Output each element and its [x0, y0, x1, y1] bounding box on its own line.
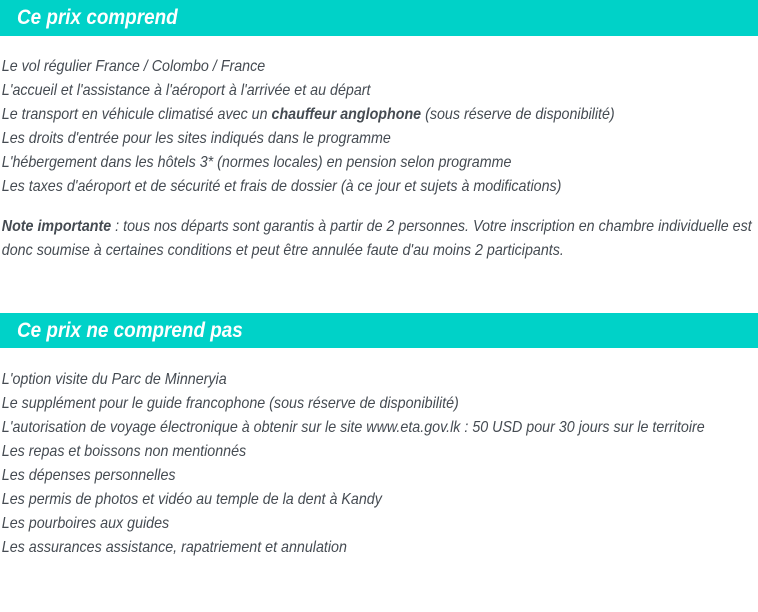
- included-item: [2, 79, 758, 103]
- included-item-text: (sous réserve de disponibilité): [421, 106, 615, 123]
- excluded-section-title: Ce prix ne comprend pas: [17, 318, 243, 342]
- important-note-text: : tous nos départs sont garantis à partir de 2 personnes. Votre inscription en chambre individuelle est donc soumise à certaines conditions et peut être annulée faute d'au moins 2 participants.: [1, 218, 752, 259]
- excluded-item: [2, 416, 758, 440]
- included-list: [0, 55, 758, 199]
- excluded-item: [2, 392, 758, 416]
- included-section-header: [0, 0, 758, 36]
- included-item-text: L'accueil et l'assistance à l'aéroport à l'arrivée et au départ: [1, 82, 371, 99]
- excluded-item: [2, 464, 758, 488]
- included-item-text: Les droits d'entrée pour les sites indiqués dans le programme: [1, 130, 391, 147]
- excluded-item-text: Les permis de photos et vidéo au temple de la dent à Kandy: [1, 491, 382, 508]
- excluded-item-text: Les dépenses personnelles: [1, 467, 176, 484]
- excluded-item: [2, 512, 758, 536]
- included-item-text: L'hébergement dans les hôtels 3* (normes locales) en pension selon programme: [1, 154, 512, 171]
- included-item: [2, 175, 758, 199]
- excluded-item-text: Les pourboires aux guides: [1, 515, 170, 532]
- excluded-item-text: L'option visite du Parc de Minneryia: [1, 371, 227, 388]
- included-item-bold-text: chauffeur anglophone: [271, 106, 422, 123]
- excluded-item: [2, 488, 758, 512]
- included-section-title: Ce prix comprend: [17, 6, 178, 29]
- included-item: [2, 151, 758, 175]
- included-item: [2, 103, 758, 127]
- excluded-item: [2, 536, 758, 560]
- excluded-item-text: Les assurances assistance, rapatriement et annulation: [1, 539, 347, 556]
- excluded-item-text: L'autorisation de voyage électronique à obtenir sur le site www.eta.gov.lk : 50 USD pour 30 jours sur le territoire: [1, 419, 705, 436]
- included-item-text: Le transport en véhicule climatisé avec un: [1, 106, 272, 123]
- important-note-label: Note importante: [1, 218, 112, 235]
- excluded-item: [2, 440, 758, 464]
- included-item: [2, 127, 758, 151]
- excluded-item-text: Le supplément pour le guide francophone (sous réserve de disponibilité): [1, 395, 459, 412]
- excluded-section-body: [0, 368, 758, 560]
- excluded-section-header: [0, 313, 758, 348]
- included-item: [2, 55, 758, 79]
- excluded-list: [0, 368, 758, 560]
- included-item-text: Le vol régulier France / Colombo / France: [1, 58, 266, 75]
- included-item-text: Les taxes d'aéroport et de sécurité et frais de dossier (à ce jour et sujets à modifications): [1, 178, 562, 195]
- excluded-item: [2, 368, 758, 392]
- excluded-item-text: Les repas et boissons non mentionnés: [1, 443, 247, 460]
- included-section-body: [0, 55, 758, 263]
- important-note: [0, 215, 758, 263]
